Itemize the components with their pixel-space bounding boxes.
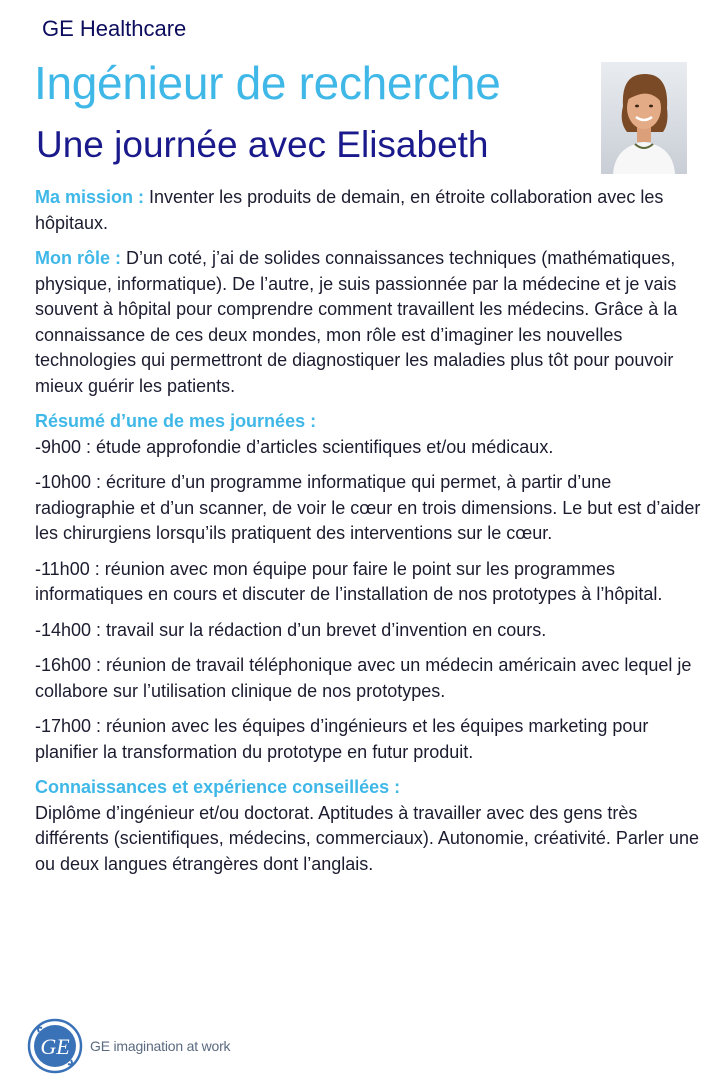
brand-name: GE Healthcare	[42, 16, 187, 41]
skills-text: Diplôme d’ingénieur et/ou doctorat. Aptitudes à travailler avec des gens très différents (scientifiques, médecins, commerciaux). Autonomie, créativité. Parler une ou deux langues étrangères dont l’anglais.	[35, 802, 699, 874]
page-title: Ingénieur de recherche	[34, 57, 501, 109]
mission-paragraph	[35, 185, 715, 236]
main-content	[35, 185, 715, 887]
ge-logo-text: GE	[40, 1034, 70, 1059]
skills-heading: Connaissances et expérience conseillées :	[35, 777, 401, 797]
mission-label: Ma mission :	[35, 187, 145, 207]
schedule-item: -14h00 : travail sur la rédaction d’un brevet d’invention en cours.	[35, 619, 547, 640]
ge-logo-icon	[27, 1018, 83, 1074]
schedule-heading: Résumé d’une de mes journées :	[35, 411, 317, 431]
schedule-item-text: -9h00 : étude approfondie d’articles scientifiques et/ou médicaux.	[35, 436, 554, 457]
role-label: Mon rôle :	[35, 248, 121, 268]
role-text: D’un coté, j’ai de solides connaissances techniques (mathématiques, physique, informatique). De l’autre, je suis passionnée par la médecine et je vais souvent à hôpital pour comprendre comment travaillent les médecins. Grâce à la connaissance de ces deux mondes, mon rôle est d’imaginer les nouvelles technologies qui permettront de diagnostiquer les maladies plus tôt pour pouvoir mieux guérir les patients.	[35, 248, 678, 396]
schedule-item: -16h00 : réunion de travail téléphonique avec un médecin américain avec lequel je collabore sur l’utilisation clinique de nos prototypes.	[35, 655, 692, 701]
schedule-item	[35, 409, 715, 460]
mission-text: Inventer les produits de demain, en étroite collaboration avec les hôpitaux.	[35, 187, 664, 233]
skills-paragraph	[35, 775, 715, 877]
schedule-item: -17h00 : réunion avec les équipes d’ingénieurs et les équipes marketing pour planifier la transformation du prototype en futur produit.	[35, 716, 649, 762]
role-paragraph	[35, 246, 715, 399]
portrait-photo	[601, 62, 687, 174]
page-subtitle: Une journée avec Elisabeth	[36, 124, 489, 165]
footer-tagline: GE imagination at work	[90, 1038, 231, 1054]
schedule-item: -11h00 : réunion avec mon équipe pour faire le point sur les programmes informatiques en cours et discuter de l’installation de nos prototypes à l’hôpital.	[35, 558, 663, 604]
schedule-item: -10h00 : écriture d’un programme informatique qui permet, à partir d’une radiographie et d’un scanner, de voir le cœur en trois dimensions. Le but est d’aider les chirurgiens lorsqu’ils pratiquent des interventions sur le cœur.	[35, 472, 701, 543]
